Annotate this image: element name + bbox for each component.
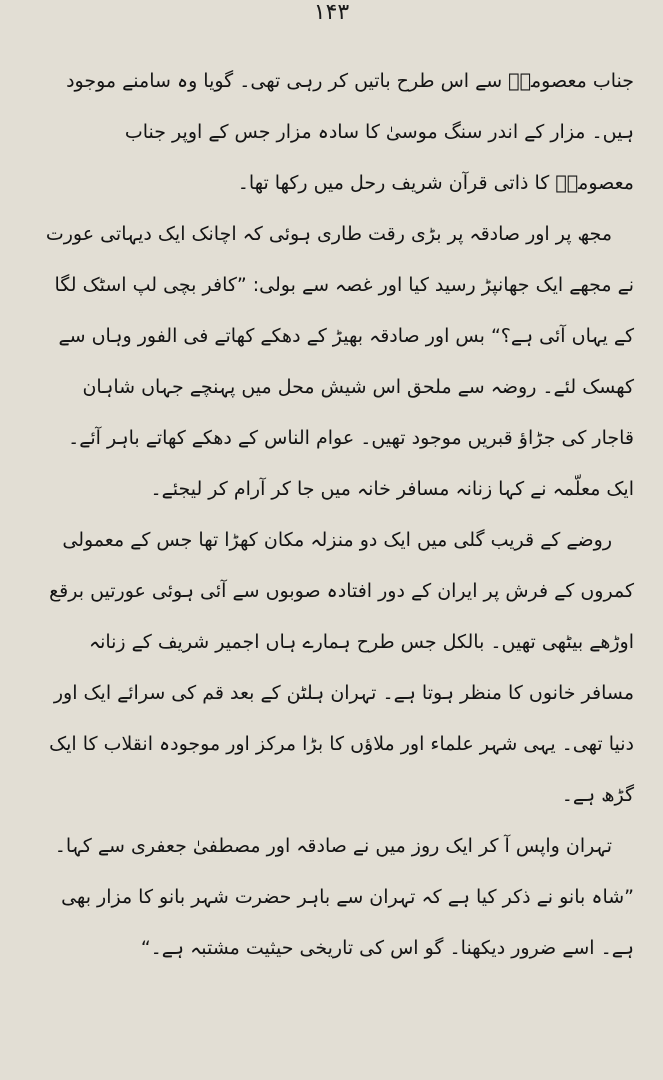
paragraph-1: جناب معصومہؑ سے اس طرح باتیں کر رہی تھی۔ گویا وہ سامنے موجود ہیں۔ مزار کے اندر سنگ موسیٰ کا سادہ مزار جس کے اوپر جناب معصومہؑ کا ذاتی قرآن شریف رحل میں رکھا تھا۔ (66, 70, 634, 194)
page-body (42, 56, 634, 974)
paragraph-3: روضے کے قریب گلی میں ایک دو منزلہ مکان کھڑا تھا جس کے معمولی کمروں کے فرش پر ایران کے دور افتادہ صوبوں سے آئی ہوئی عورتیں برقع اوڑھے بیٹھی تھیں۔ بالکل جس طرح ہمارے ہاں اجمیر شریف کے زنانہ مسافر خانوں کا منظر ہوتا ہے۔ تہران ہلٹن کے بعد قم کی سرائے ایک اور دنیا تھی۔ یہی شہر علماء اور ملاؤں کا بڑا مرکز اور موجودہ انقلاب کا ایک گڑھ ہے۔ (49, 529, 634, 806)
paragraph-4: تہران واپس آ کر ایک روز میں نے صادقہ اور مصطفیٰ جعفری سے کہا۔ ”شاہ بانو نے ذکر کیا ہے کہ تہران سے باہر حضرت شہر بانو کا مزار بھی ہے۔ اسے ضرور دیکھنا۔ گو اس کی تاریخی حیثیت مشتبہ ہے۔“ (54, 835, 634, 959)
paragraph-2: مجھ پر اور صادقہ پر بڑی رقت طاری ہوئی کہ اچانک ایک دیہاتی عورت نے مجھے ایک جھانپڑ رسید کیا اور غصہ سے بولی: ”کافر بچی لپ اسٹک لگا کے یہاں آئی ہے؟“ بس اور صادقہ بھیڑ کے دھکے کھاتے فی الفور وہاں سے کھسک لئے۔ روضہ سے ملحق اس شیش محل میں پہنچے جہاں شاہان قاجار کی جڑاؤ قبریں موجود تھیں۔ عوام الناس کے دھکے کھاتے باہر آئے۔ ایک معلّمہ نے کہا زنانہ مسافر خانہ میں جا کر آرام کر لیجئے۔ (45, 223, 634, 500)
page-number: ۱۴۳ (313, 0, 350, 25)
